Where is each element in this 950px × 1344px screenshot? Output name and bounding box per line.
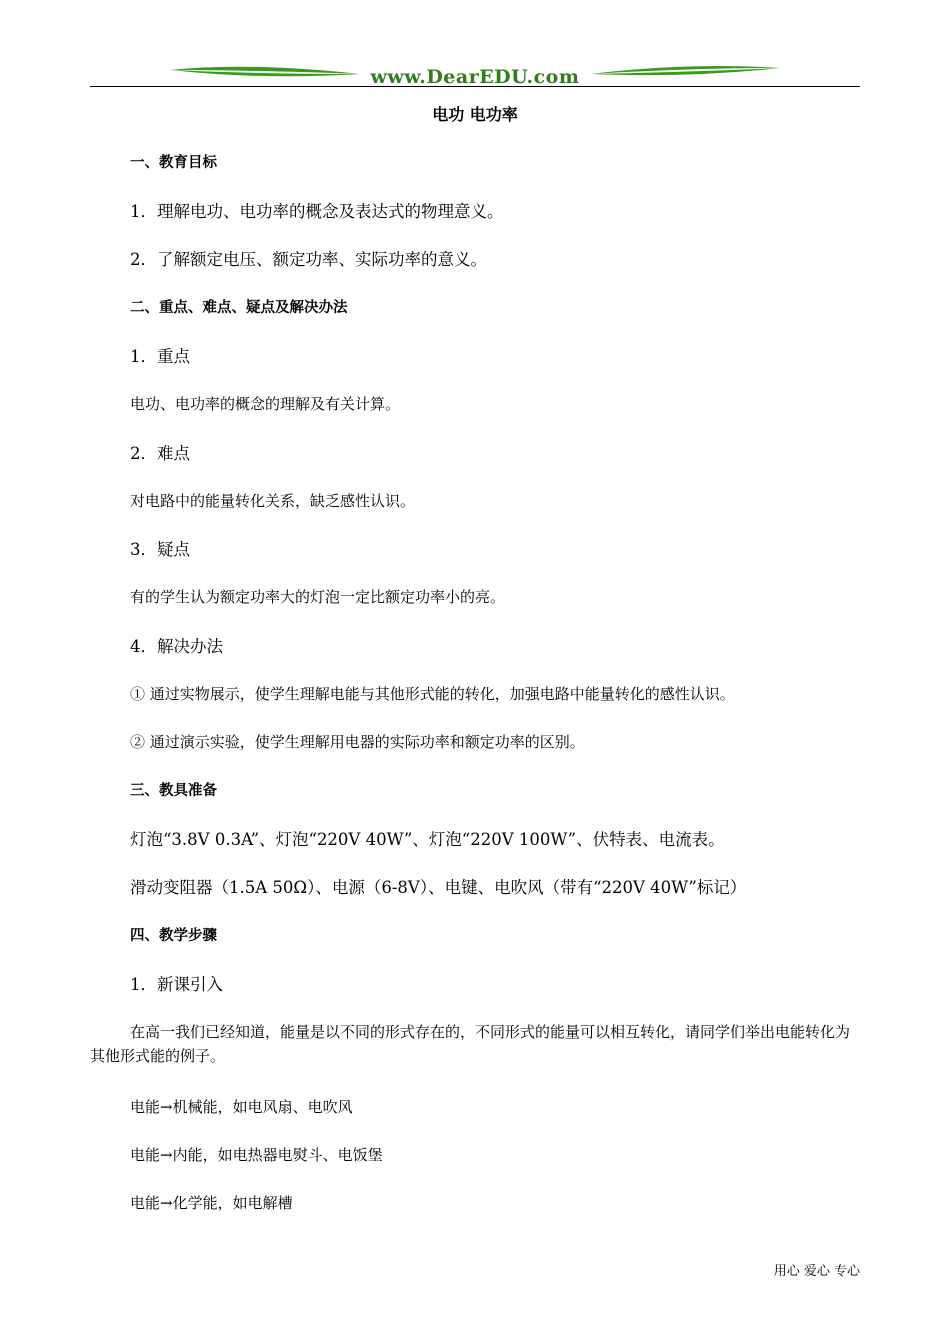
site-logo-text: www.DearEDU.com (370, 66, 580, 88)
key-label: 1．重点 (130, 347, 190, 366)
key-text: 电功、电功率的概念的理解及有关计算。 (130, 395, 401, 413)
page-footer: 用心 爱心 专心 (773, 1264, 860, 1279)
example-1: 电能→机械能，如电风扇、电吹风 (130, 1098, 353, 1116)
difficulty-label: 2．难点 (130, 444, 190, 463)
goal-item-2: 2．了解额定电压、额定功率、实际功率的意义。 (130, 250, 487, 269)
section-heading-equipment: 三、教具准备 (130, 783, 217, 799)
page-title: 电功 电功率 (432, 105, 518, 124)
equipment-line-1: 灯泡“3.8V 0.3A”、灯泡“220V 40W”、灯泡“220V 100W”、伏特表、电流表。 (130, 830, 725, 849)
solution-item-1: ① 通过实物展示，使学生理解电能与其他形式能的转化，加强电路中能量转化的感性认识。 (130, 685, 735, 703)
section-heading-goals: 一、教育目标 (130, 155, 217, 171)
section-heading-steps: 四、教学步骤 (130, 928, 217, 944)
solution-label: 4．解决办法 (130, 637, 223, 656)
goal-item-1: 1．理解电功、电功率的概念及表达式的物理意义。 (130, 202, 504, 221)
intro-paragraph: 在高一我们已经知道，能量是以不同的形式存在的，不同形式的能量可以相互转化，请同学们举出电能转化为其他形式能的例子。 (90, 1023, 851, 1065)
section-heading-key-points: 二、重点、难点、疑点及解决办法 (130, 300, 348, 316)
doubt-label: 3．疑点 (130, 540, 190, 559)
equipment-line-2: 滑动变阻器（1.5A 50Ω）、电源（6-8V）、电键、电吹风（带有“220V 40W”标记） (130, 878, 747, 897)
difficulty-text: 对电路中的能量转化关系，缺乏感性认识。 (130, 492, 416, 510)
solution-item-2: ② 通过演示实验，使学生理解用电器的实际功率和额定功率的区别。 (130, 733, 585, 751)
example-3: 电能→化学能，如电解槽 (130, 1194, 293, 1212)
intro-label: 1．新课引入 (130, 975, 223, 994)
example-2: 电能→内能，如电热器电熨斗、电饭堡 (130, 1146, 383, 1164)
doubt-text: 有的学生认为额定功率大的灯泡一定比额定功率小的亮。 (130, 588, 506, 606)
header-rule (90, 86, 860, 87)
